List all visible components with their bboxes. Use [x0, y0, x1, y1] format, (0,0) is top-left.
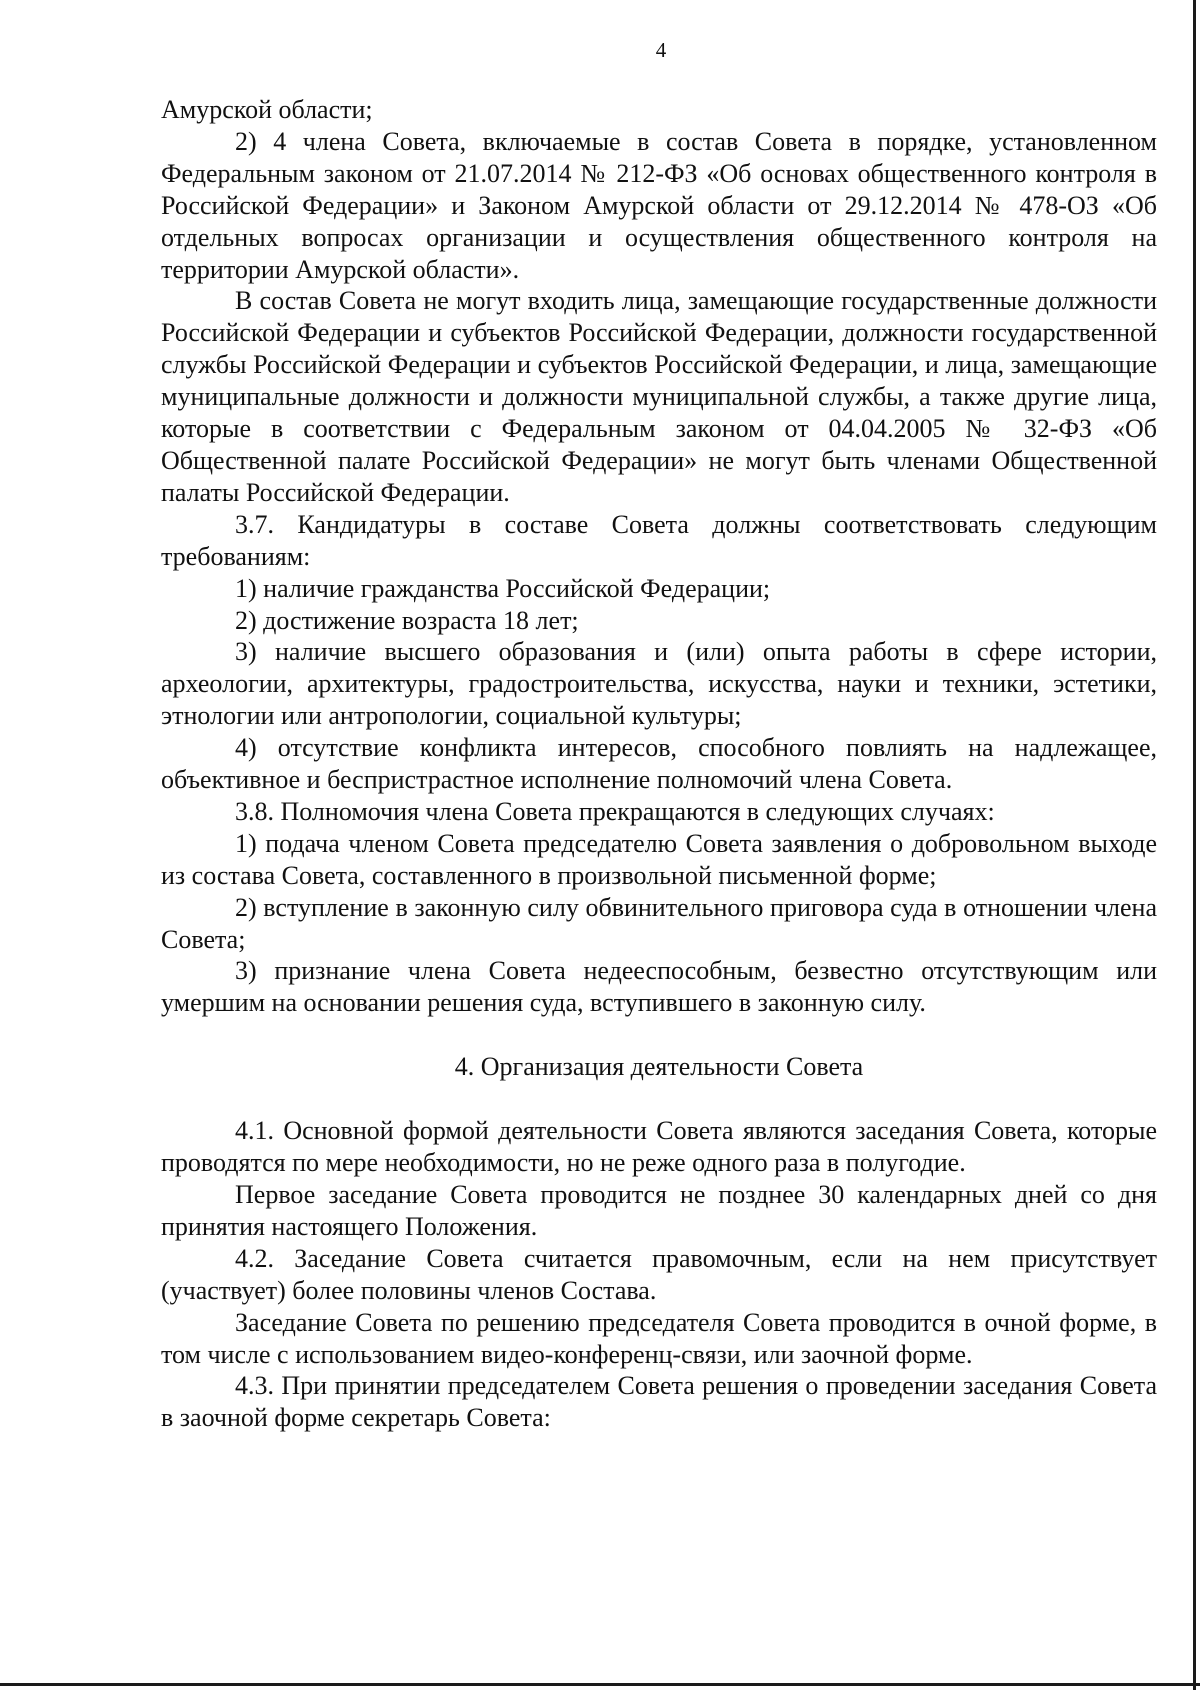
- paragraph: 3.7. Кандидатуры в составе Совета должны соответствовать следующим требованиям:: [161, 509, 1157, 571]
- scan-edge-right: [1193, 0, 1196, 1690]
- paragraph: 2) достижение возраста 18 лет;: [235, 605, 579, 635]
- section-heading: 4. Организация деятельности Совета: [454, 1052, 864, 1082]
- paragraph: 2) 4 члена Совета, включаемые в состав Совета в порядке, установленном Федеральным законом от 21.07.2014 № 212-ФЗ «Об основах общественного контроля в Российской Федерации» и Законом Амурской области от 29.12.2014 № 478-ОЗ «Об отдельных вопросах организации и осуществления общественного контроля на территории Амурской области».: [161, 126, 1157, 284]
- paragraph: 4.3. При принятии председателем Совета решения о проведении заседания Совета в заочной форме секретарь Совета:: [161, 1371, 1157, 1433]
- paragraph: В состав Совета не могут входить лица, замещающие государственные должности Российской Федерации и субъектов Российской Федерации, должности государственной службы Российской Федерации и субъектов Российской Федерации, и лица, замещающие муниципальные должности и должности муниципальной службы, а также другие лица, которые в соответствии с Федеральным законом от 04.04.2005 № 32-ФЗ «Об Общественной палате Российской Федерации» не могут быть членами Общественной палаты Российской Федерации.: [161, 286, 1157, 507]
- paragraph: 3.8. Полномочия члена Совета прекращаются в следующих случаях:: [235, 796, 995, 826]
- paragraph: 2) вступление в законную силу обвинительного приговора суда в отношении члена Совета;: [161, 892, 1157, 954]
- paragraph: Первое заседание Совета проводится не позднее 30 календарных дней со дня принятия настоящего Положения.: [161, 1180, 1157, 1241]
- scan-edge-bottom: [0, 1683, 1200, 1686]
- paragraph: 3) наличие высшего образования и (или) опыта работы в сфере истории, археологии, архитектуры, градостроительства, искусства, науки и техники, эстетики, этнологии или антропологии, социальной культуры;: [161, 637, 1157, 731]
- paragraph: Амурской области;: [161, 95, 373, 124]
- paragraph: 1) подача членом Совета председателю Совета заявления о добровольном выходе из состава Совета, составленного в произвольной письменной форме;: [161, 828, 1157, 890]
- document-body: [161, 94, 1157, 1434]
- paragraph: 3) признание члена Совета недееспособным, безвестно отсутствующим или умершим на основании решения суда, вступившего в законную силу.: [161, 956, 1157, 1018]
- paragraph: 4.2. Заседание Совета считается правомочным, если на нем присутствует (участвует) более половины членов Состава.: [161, 1243, 1157, 1305]
- page-number: 4: [655, 38, 667, 62]
- paragraph: Заседание Совета по решению председателя Совета проводится в очной форме, в том числе с использованием видео-конференц-связи, или заочной форме.: [161, 1307, 1157, 1369]
- paragraph: 4.1. Основной формой деятельности Совета являются заседания Совета, которые проводятся по мере необходимости, но не реже одного раза в полугодие.: [161, 1116, 1157, 1178]
- paragraph: 4) отсутствие конфликта интересов, способного повлиять на надлежащее, объективное и беспристрастное исполнение полномочий члена Совета.: [161, 733, 1157, 795]
- paragraph: 1) наличие гражданства Российской Федерации;: [235, 573, 771, 603]
